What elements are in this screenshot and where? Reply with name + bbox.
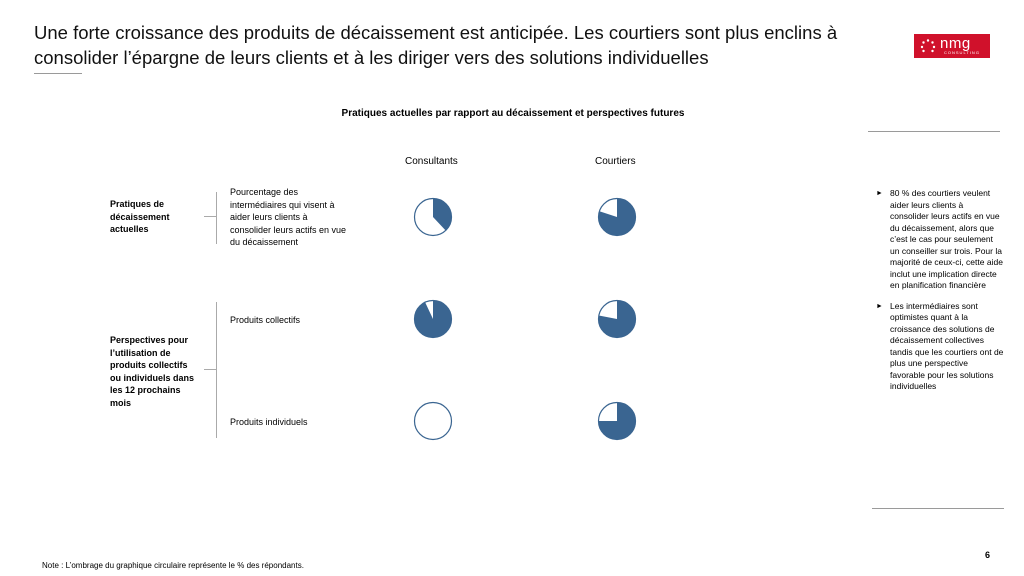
key-finding-1: [876, 188, 1004, 292]
bracket-tick-2: [204, 369, 216, 370]
key-finding-1-text: 80 % des courtiers veulent aider leurs clients à consolider leurs actifs en vue du décaissement, alors que c’est le cas pour seulement un conseiller sur trois. Pour la majorité de ceux-ci, cette aide inclut une implication directe en planification financière: [890, 188, 1003, 290]
pie-consultants-collective: [413, 299, 453, 339]
sidebar-bottom-rule: [872, 508, 1004, 509]
row-label-individual-products: Produits individuels: [230, 417, 308, 427]
sidebar-top-rule: [868, 131, 1000, 132]
group-label-current-practices: Pratiques de décaissement actuelles: [110, 199, 170, 234]
bracket-tick-1: [204, 216, 216, 217]
logo-dots-icon: [920, 39, 936, 53]
triangle-bullet-icon: ►: [876, 302, 883, 310]
triangle-bullet-icon: ►: [876, 190, 883, 197]
pie-courtiers-consolidation: [597, 197, 637, 237]
bracket-2: [216, 302, 217, 438]
nmg-logo: [914, 34, 990, 58]
column-header-courtiers: Courtiers: [595, 156, 636, 167]
pie-courtiers-collective: [597, 299, 637, 339]
row-label-collective-products: Produits collectifs: [230, 315, 301, 325]
bracket-1: [216, 192, 217, 244]
pie-consultants-individual: [413, 401, 453, 441]
pie-consultants-consolidation: [413, 197, 453, 237]
group-label-perspectives: Perspectives pour l’utilisation de produits collectifs ou individuels dans les 12 prochains mois: [110, 335, 195, 408]
key-finding-2-text: Les intermédiaires sont optimistes quant à la croissance des solutions de décaissement collectives tandis que les courtiers ont de plus une perspective favorable pour les solutions individuelles: [890, 300, 1004, 391]
page-number: 6: [985, 550, 991, 560]
page-title: Une forte croissance des produits de décaissement est anticipée. Les courtiers sont plus enclins à consolider l’épargne de leurs clients et à les diriger vers des solutions individuelles: [34, 22, 838, 68]
key-finding-2: [876, 301, 1004, 393]
logo-text: nmg: [940, 35, 971, 52]
key-findings-list: [876, 188, 1004, 402]
pie-courtiers-individual: [597, 401, 637, 441]
column-header-consultants: Consultants: [405, 156, 458, 167]
row-label-consolidation: Pourcentage des intermédiaires qui visent à aider leurs clients à consolider leurs actifs en vue du décaissement: [230, 187, 347, 247]
logo-subtext: CONSULTING: [944, 50, 980, 55]
title-underline: [34, 73, 82, 74]
footnote: Note : L’ombrage du graphique circulaire représente le % des répondants.: [42, 561, 304, 570]
chart-title: Pratiques actuelles par rapport au décaissement et perspectives futures: [341, 108, 685, 119]
